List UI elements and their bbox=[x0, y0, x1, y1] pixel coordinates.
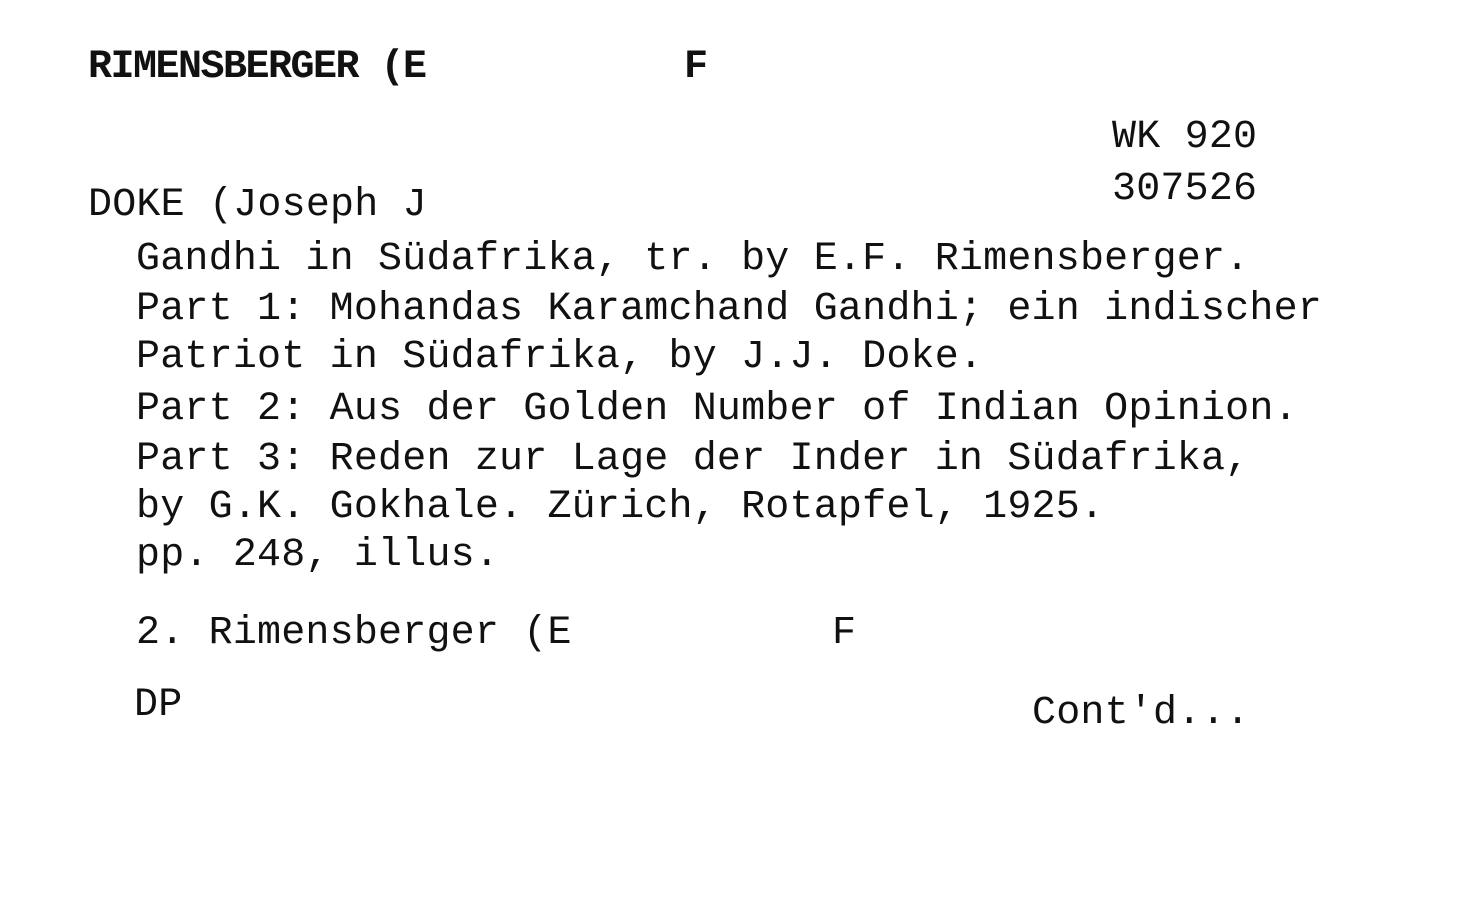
description-line: pp. 248, illus. bbox=[136, 533, 500, 578]
description-line: by G.K. Gokhale. Zürich, Rotapfel, 1925. bbox=[136, 485, 1105, 530]
description-line: Part 2: Aus der Golden Number of Indian Opinion. bbox=[136, 387, 1298, 432]
description-line: Gandhi in Südafrika, tr. by E.F. Rimensberger. bbox=[136, 237, 1250, 282]
heading-surname: RIMENSBERGER (E bbox=[88, 45, 426, 90]
author-entry: DOKE (Joseph J bbox=[88, 183, 427, 228]
description-line: Part 3: Reden zur Lage der Inder in Südafrika, bbox=[136, 437, 1250, 482]
added-entry-name: 2. Rimensberger (E bbox=[136, 611, 572, 656]
heading-initial: F bbox=[684, 45, 707, 90]
added-entry-initial: F bbox=[832, 611, 857, 656]
continued-note: Cont'd... bbox=[1032, 691, 1250, 736]
footer-code: DP bbox=[134, 683, 183, 728]
call-number-accession: 307526 bbox=[1112, 167, 1258, 212]
description-line: Part 1: Mohandas Karamchand Gandhi; ein indischer bbox=[136, 287, 1322, 332]
call-number-class-mark: WK 920 bbox=[1112, 115, 1258, 160]
description-line: Patriot in Südafrika, by J.J. Doke. bbox=[136, 335, 984, 380]
